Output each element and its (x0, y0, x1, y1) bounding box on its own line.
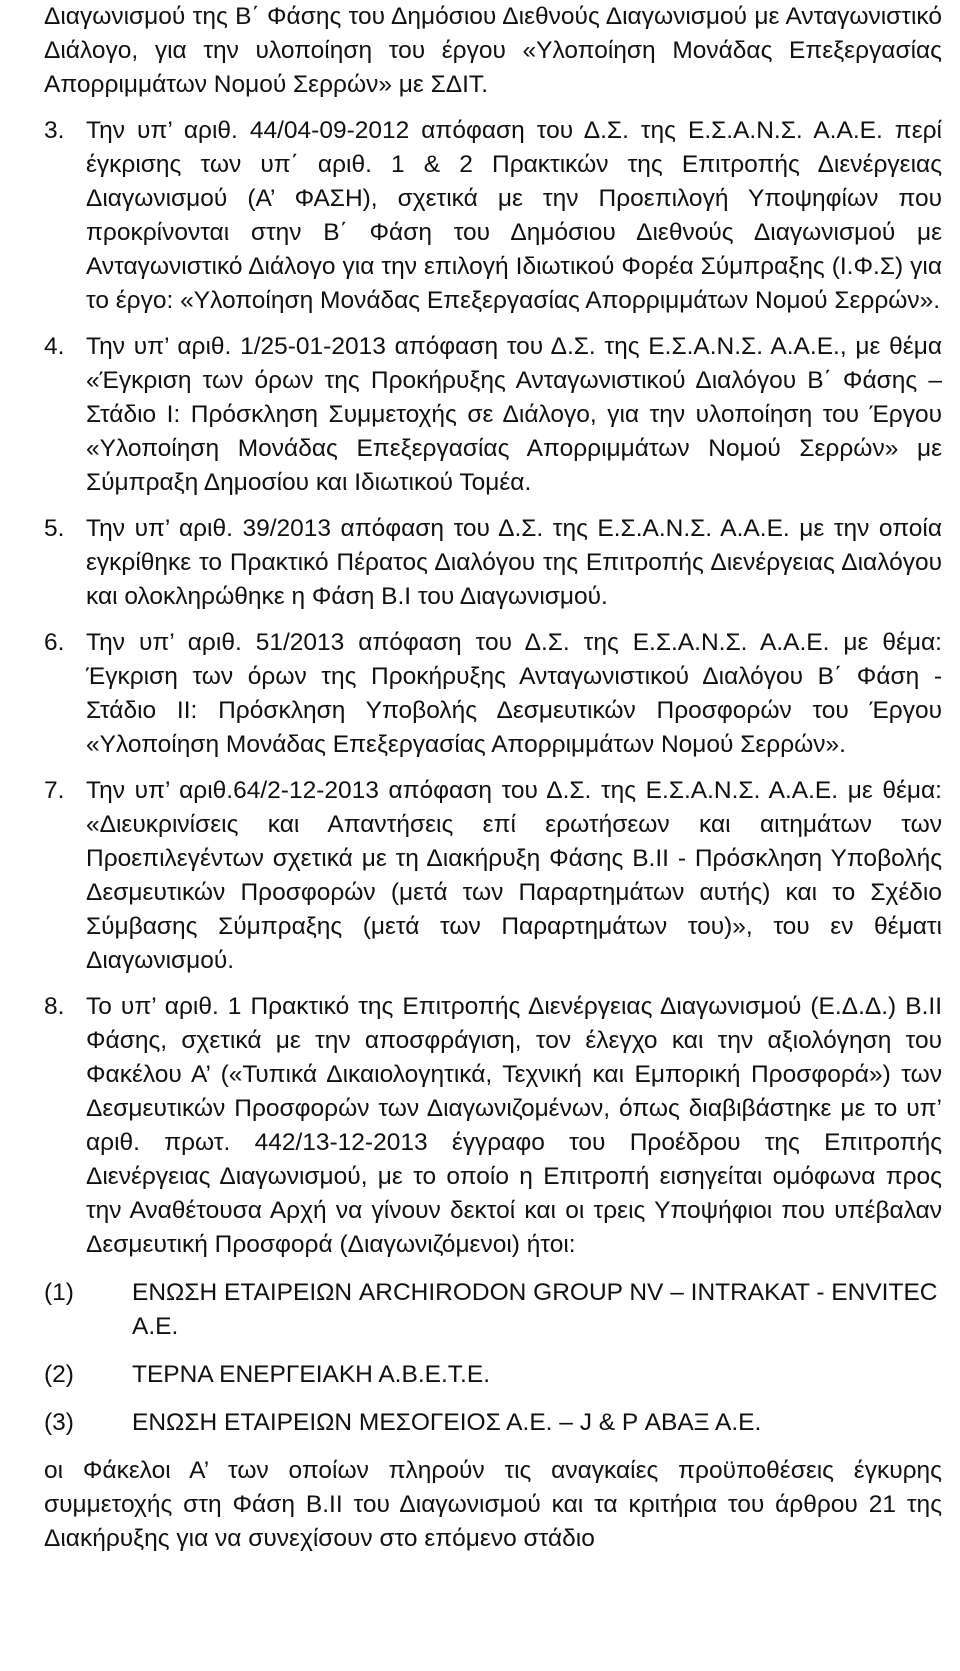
item-text: Την υπ’ αριθ.64/2-12-2013 απόφαση του Δ.Σ. της Ε.Σ.Α.Ν.Σ. Α.Α.Ε. με θέμα: «Διευκρινίσεις και Απαντήσεις επί ερωτήσεων και αιτημάτων των Προεπιλεγέντων σχετικά με τη Διακήρυξη Φάσης Β.ΙΙ - Πρόσκληση Υποβολής Δεσμευτικών Προσφορών (μετά των Παραρτημάτων αυτής) και το Σχέδιο Σύμβασης Σύμπραξης (μετά των Παραρτημάτων του)», του εν θέματι Διαγωνισμού. (86, 777, 942, 974)
list-item-7 (44, 774, 942, 978)
list-item-3 (44, 114, 942, 318)
list-item-8 (44, 990, 942, 1262)
item-number: 3. (44, 117, 65, 144)
bidder-number: (1) (44, 1279, 74, 1306)
bidder-name: ΤΕΡΝΑ ΕΝΕΡΓΕΙΑΚΗ Α.Β.Ε.Τ.Ε. (132, 1361, 491, 1388)
list-item-5 (44, 512, 942, 614)
bidder-item-2 (44, 1358, 942, 1392)
item-number: 5. (44, 515, 65, 542)
item-text: Την υπ’ αριθ. 44/04-09-2012 απόφαση του Δ.Σ. της Ε.Σ.Α.Ν.Σ. Α.Α.Ε. περί έγκρισης των υπ΄ αριθ. 1 & 2 Πρακτικών της Επιτροπής Διενέργειας Διαγωνισμού (Α’ ΦΑΣΗ), σχετικά με την Προεπιλογή Υποψηφίων που προκρίνονται στην Β΄ Φάση του Δημόσιου Διεθνούς Διαγωνισμού με Ανταγωνιστικό Διάλογο για την επιλογή Ιδιωτικού Φορέα Σύμπραξης (Ι.Φ.Σ) για το έργο: «Υλοποίηση Μονάδας Επεξεργασίας Απορριμμάτων Νομού Σερρών». (86, 117, 942, 314)
bidder-number: (2) (44, 1361, 74, 1388)
item-number: 4. (44, 333, 65, 360)
item-text: Την υπ’ αριθ. 1/25-01-2013 απόφαση του Δ.Σ. της Ε.Σ.Α.Ν.Σ. Α.Α.Ε., με θέμα «Έγκριση των όρων της Προκήρυξης Ανταγωνιστικού Διαλόγου Β΄ Φάσης – Στάδιο Ι: Πρόσκληση Συμμετοχής σε Διάλογο, για την υλοποίηση του Έργου «Υλοποίηση Μονάδας Επεξεργασίας Απορριμμάτων Νομού Σερρών» με Σύμπραξη Δημοσίου και Ιδιωτικού Τομέα. (86, 333, 942, 496)
list-item-6 (44, 626, 942, 762)
item-text: Την υπ’ αριθ. 39/2013 απόφαση του Δ.Σ. της Ε.Σ.Α.Ν.Σ. Α.Α.Ε. με την οποία εγκρίθηκε το Πρακτικό Πέρατος Διαλόγου της Επιτροπής Διενέργειας Διαλόγου και ολοκληρώθηκε η Φάση Β.Ι του Διαγωνισμού. (86, 515, 942, 610)
closing-paragraph: οι Φάκελοι Α’ των οποίων πληρούν τις αναγκαίες προϋποθέσεις έγκυρης συμμετοχής στη Φάση Β.ΙΙ του Διαγωνισμού και τα κριτήρια του άρθρου 21 της Διακήρυξης για να συνεχίσουν στο επόμενο στάδιο (44, 1457, 942, 1552)
bidder-name: ΕΝΩΣΗ ΕΤΑΙΡΕΙΩΝ ΜΕΣΟΓΕΙΟΣ Α.Ε. – J & P ΑΒΑΞ Α.Ε. (132, 1409, 762, 1436)
item-text: Την υπ’ αριθ. 51/2013 απόφαση του Δ.Σ. της Ε.Σ.Α.Ν.Σ. Α.Α.Ε. με θέμα: Έγκριση των όρων της Προκήρυξης Ανταγωνιστικού Διαλόγου Β΄ Φάση - Στάδιο ΙΙ: Πρόσκληση Υποβολής Δεσμευτικών Προσφορών του Έργου «Υλοποίηση Μονάδας Επεξεργασίας Απορριμμάτων Νομού Σερρών». (86, 629, 942, 758)
continuation-paragraph: Διαγωνισμού της Β΄ Φάσης του Δημόσιου Διεθνούς Διαγωνισμού με Ανταγωνιστικό Διάλογο, για την υλοποίηση του έργου «Υλοποίηση Μονάδας Επεξεργασίας Απορριμμάτων Νομού Σερρών» με ΣΔΙΤ. (44, 3, 942, 98)
bidder-item-1 (44, 1276, 942, 1344)
bidder-number: (3) (44, 1409, 74, 1436)
list-item-4 (44, 330, 942, 500)
item-number: 6. (44, 629, 65, 656)
item-number: 7. (44, 777, 65, 804)
bidder-name: ΕΝΩΣΗ ΕΤΑΙΡΕΙΩΝ ARCHIRODON GROUP NV – INTRAKAT - ENVITEC Α.Ε. (132, 1279, 938, 1340)
bidder-item-3 (44, 1406, 942, 1440)
item-number: 8. (44, 993, 65, 1020)
item-text: Το υπ’ αριθ. 1 Πρακτικό της Επιτροπής Διενέργειας Διαγωνισμού (Ε.Δ.Δ.) Β.ΙΙ Φάσης, σχετικά με την αποσφράγιση, τον έλεγχο και την αξιολόγηση του Φακέλου Α’ («Τυπικά Δικαιολογητικά, Τεχνική και Εμπορική Προσφορά») των Δεσμευτικών Προσφορών των Διαγωνιζομένων, όπως διαβιβάστηκε με το υπ’ αριθ. πρωτ. 442/13-12-2013 έγγραφο του Προέδρου της Επιτροπής Διενέργειας Διαγωνισμού, με το οποίο η Επιτροπή εισηγείται ομόφωνα προς την Αναθέτουσα Αρχή να γίνουν δεκτοί και οι τρεις Υποψήφιοι που υπέβαλαν Δεσμευτική Προσφορά (Διαγωνιζόμενοι) ήτοι: (86, 993, 942, 1258)
